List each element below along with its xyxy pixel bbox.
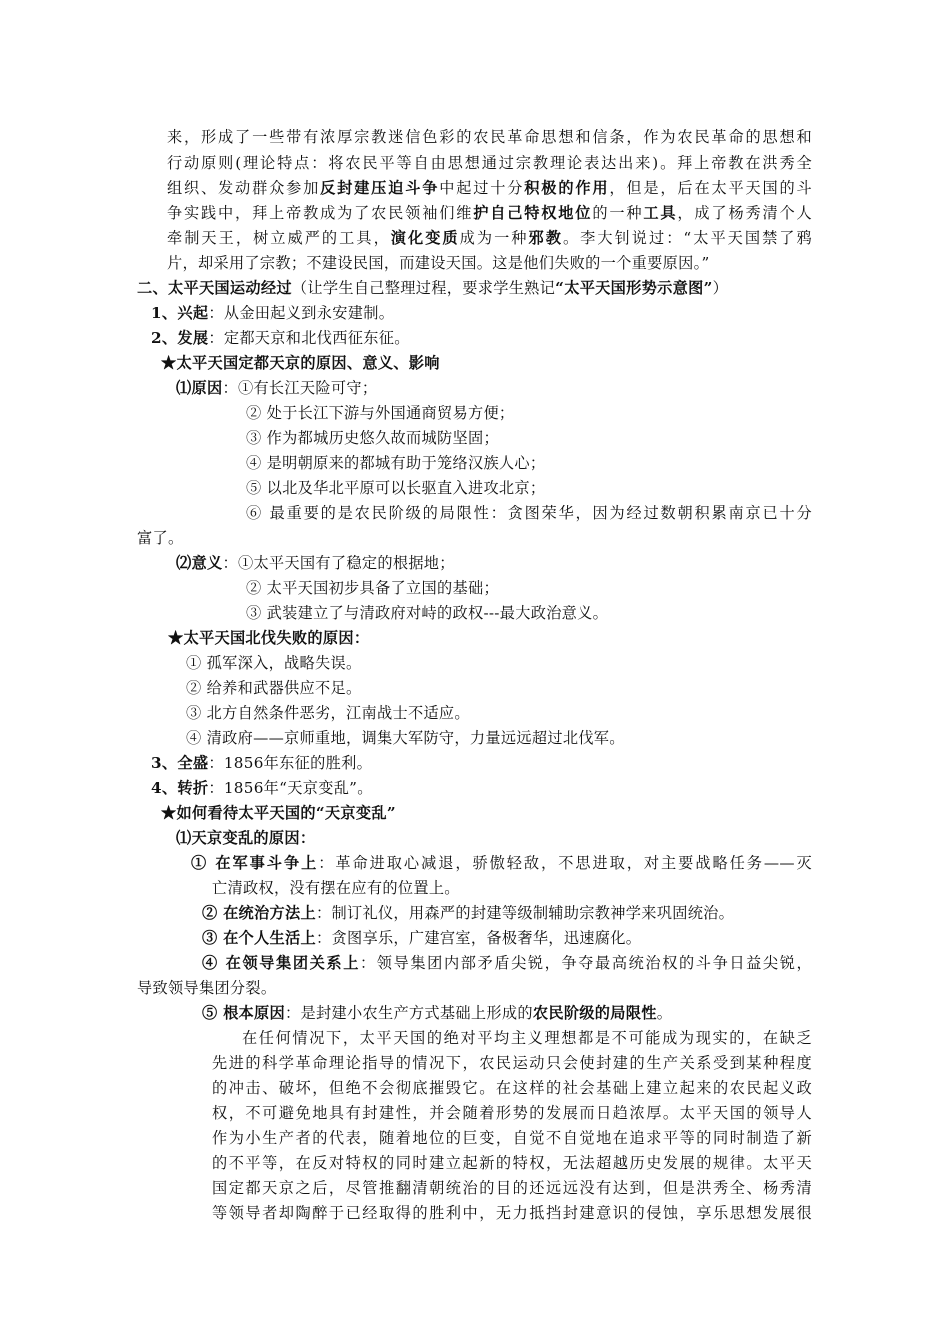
development-line: 2、发展：定都天京和北伐西征东征。 <box>151 329 410 347</box>
capital-subheading: ★太平天国定都天京的原因、意义、影响 <box>161 354 440 372</box>
reason-line-1: ⑴原因：①有长江天险可守； <box>176 379 378 397</box>
analysis-line-7: 国定都天京之后，尽管推翻清朝统治的目的还远远没有达到，但是洪秀全、杨秀清 <box>212 1179 812 1197</box>
incident-reason-3: ③ 在个人生活上：贪图享乐，广建宫室，备极奢华，迅速腐化。 <box>202 929 642 947</box>
meaning-line-1: ⑵意义：①太平天国有了稳定的根据地； <box>176 554 455 572</box>
reason-line-2: ② 处于长江下游与外国通商贸易方便； <box>246 404 515 422</box>
north-subheading: ★太平天国北伐失败的原因： <box>168 629 370 647</box>
analysis-line-4: 权，不可避免地具有封建性，并会随着形势的发展而日趋浓厚。太平天国的领导人 <box>212 1104 812 1122</box>
analysis-line-3: 的冲击、破坏，但绝不会彻底摧毁它。在这样的社会基础上建立起来的农民起义政 <box>212 1079 812 1097</box>
incident-reason-1: ① 在军事斗争上：革命进取心减退，骄傲轻敌，不思进取，对主要战略任务——灭 <box>191 854 813 872</box>
incident-subheading: ★如何看待太平天国的“天京变乱” <box>161 804 396 822</box>
rise-line: 1、兴起：从金田起义到永安建制。 <box>151 304 395 322</box>
analysis-line-6: 的不平等，在反对特权的同时建立起新的特权，无法超越历史发展的规律。太平天 <box>212 1154 812 1172</box>
analysis-line-5: 作为小生产者的代表，随着地位的巨变，自觉不自觉地在追求平等的同时制造了新 <box>212 1129 812 1147</box>
north-item-3: ③ 北方自然条件恶劣，江南战士不适应。 <box>186 704 470 722</box>
north-item-1: ① 孤军深入，战略失误。 <box>186 654 362 672</box>
reason-line-5: ⑤ 以北及华北平原可以长驱直入进攻北京； <box>246 479 546 497</box>
incident-reason-4-cont: 导致领导集团分裂。 <box>137 979 277 997</box>
incident-reason-5: ⑤ 根本原因：是封建小农生产方式基础上形成的农民阶级的局限性。 <box>202 1004 673 1022</box>
intro-line-1: 来，形成了一些带有浓厚宗教迷信色彩的农民革命思想和信条，作为农民革命的思想和 <box>167 128 812 146</box>
incident-reason-1-cont: 亡清政权，没有摆在应有的位置上。 <box>212 879 460 897</box>
meaning-line-2: ② 太平天国初步具备了立国的基础； <box>246 579 499 597</box>
incident-reason-4: ④ 在领导集团关系上：领导集团内部矛盾尖锐，争夺最高统治权的斗争日益尖锐， <box>202 954 812 972</box>
analysis-line-8: 等领导者却陶醉于已经取得的胜利中，无力抵挡封建意识的侵蚀，享乐思想发展很 <box>212 1204 812 1222</box>
section-heading: 二、太平天国运动经过（让学生自己整理过程，要求学生熟记“太平天国形势示意图”） <box>137 279 729 297</box>
incident-reason-2: ② 在统治方法上：制订礼仪，用森严的封建等级制辅助宗教神学来巩固统治。 <box>202 904 735 922</box>
reason-line-3: ③ 作为都城历史悠久故而城防坚固； <box>246 429 499 447</box>
intro-line-4: 争实践中，拜上帝教成为了农民领袖们维护自己特权地位的一种工具，成了杨秀清个人 <box>167 204 812 222</box>
intro-line-3: 组织、发动群众参加反封建压迫斗争中起过十分积极的作用，但是，后在太平天国的斗 <box>167 179 813 197</box>
incident-reason-heading: ⑴天京变乱的原因： <box>176 829 316 847</box>
intro-line-2: 行动原则(理论特点：将农民平等自由思想通过宗教理论表达出来)。拜上帝教在洪秀全 <box>167 154 812 172</box>
north-item-4: ④ 清政府——京师重地，调集大军防守，力量远远超过北伐军。 <box>186 729 625 747</box>
analysis-line-1: 在任何情况下，太平天国的绝对平均主义理想都是不可能成为现实的，在缺乏 <box>242 1029 812 1047</box>
reason-line-6-cont: 富了。 <box>137 529 184 547</box>
analysis-line-2: 先进的科学革命理论指导的情况下，农民运动只会使封建的生产关系受到某种程度 <box>212 1054 812 1072</box>
intro-line-5: 牵制天王，树立威严的工具，演化变质成为一种邪教。李大钊说过：“太平天国禁了鸦 <box>167 229 812 247</box>
north-item-2: ② 给养和武器供应不足。 <box>186 679 362 697</box>
meaning-line-3: ③ 武装建立了与清政府对峙的政权---最大政治意义。 <box>246 604 609 622</box>
reason-line-6: ⑥ 最重要的是农民阶级的局限性：贪图荣华，因为经过数朝积累南京已十分 <box>246 504 812 522</box>
intro-line-6: 片，却采用了宗教；不建设民国，而建设天国。这是他们失败的一个重要原因。” <box>167 254 710 272</box>
peak-line: 3、全盛：1856年东征的胜利。 <box>151 754 373 772</box>
reason-line-4: ④ 是明朝原来的都城有助于笼络汉族人心； <box>246 454 546 472</box>
turning-line: 4、转折：1856年“天京变乱”。 <box>151 779 373 797</box>
